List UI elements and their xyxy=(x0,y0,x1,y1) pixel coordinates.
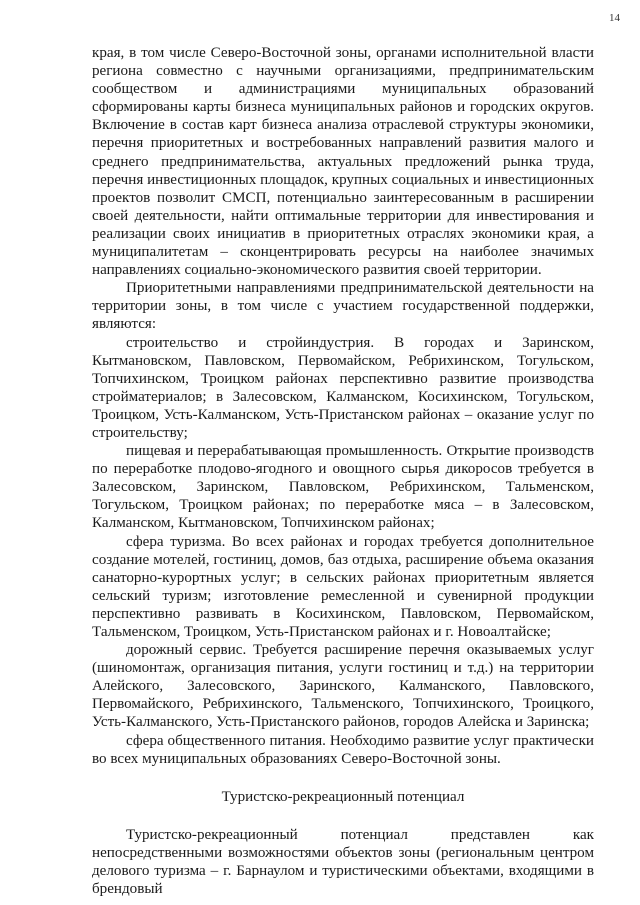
list-paragraph: дорожный сервис. Требуется расширение перечня оказываемых услуг (шиномонтаж, организация питания, услуги гостиниц и т.д.) на территории Алейского, Залесовского, Заринского, Калманского, Павловского, Первомайского, Ребрихинского, Тальменского, Топчихинского, Троицкого, Усть-Калманского, Усть-Пристанского районов, городов Алейска и Заринска; xyxy=(92,642,594,731)
list-paragraph: сфера общественного питания. Необходимо развитие услуг практически во всех муниципальных образованиях Северо-Восточной зоны. xyxy=(92,732,594,767)
paragraph: Приоритетными направлениями предпринимательской деятельности на территории зоны, в том числе с участием государственной поддержки, являются: xyxy=(92,280,594,333)
list-paragraph: сфера туризма. Во всех районах и городах требуется дополнительное создание мотелей, гостиниц, домов, баз отдыха, расширение объема оказания санаторно-курортных услуг; в сельских районах приоритетным является сельский туризм; изготовление ремесленной и сувенирной продукции перспективно развивать в Косихинском, Павловском, Первомайском, Тальменском, Троицком, Усть-Пристанском районах и г. Новоалтайске; xyxy=(92,533,594,640)
section-title: Туристско-рекреационный потенциал xyxy=(221,788,465,805)
paragraph: Туристско-рекреационный потенциал представлен как непосредственными возможностями объектов зоны (региональным центром делового туризма – г. Барнаулом и туристическими объектами, входящими в брендовый xyxy=(92,826,594,898)
document-body xyxy=(92,44,594,898)
paragraph: края, в том числе Северо-Восточной зоны, органами исполнительной власти региона совместно с научными организациями, предпринимательским сообществом и администрациями муниципальных образований сформированы карты бизнеса муниципальных районов и городских округов. Включение в состав карт бизнеса анализа отраслевой структуры экономики, перечня приоритетных и востребованных направлений развития малого и среднего предпринимательства, актуальных предложений рынка труда, перечня инвестиционных площадок, крупных социальных и инвестиционных проектов позволит СМСП, потенциально заинтересованным в расширении своей деятельности, найти оптимальные территории для инвестирования и реализации своих инициатив в приоритетных отраслях экономики края, а муниципалитетам – сконцентрировать ресурсы на наиболее значимых направлениях социально-экономического развития своей территории. xyxy=(92,45,594,279)
list-paragraph: пищевая и перерабатывающая промышленность. Открытие производств по переработке плодово-ягодного и овощного сырья дикоросов требуется в Залесовском, Заринском, Павловском, Ребрихинском, Тальменском, Тогульском, Троицком районах; по переработке мяса – в Залесовском, Калманском, Кытмановском, Топчихинском районах; xyxy=(92,443,594,532)
page-number: 14 xyxy=(609,12,620,24)
list-paragraph: строительство и стройиндустрия. В городах и Заринском, Кытмановском, Павловском, Первомайском, Ребрихинском, Тогульском, Топчихинском, Троицком районах перспективно развитие производства стройматериалов; в Залесовском, Калманском, Косихинском, Тогульском, Троицком, Усть-Калманском, Усть-Пристанском районах – оказание услуг по строительству; xyxy=(92,334,594,441)
